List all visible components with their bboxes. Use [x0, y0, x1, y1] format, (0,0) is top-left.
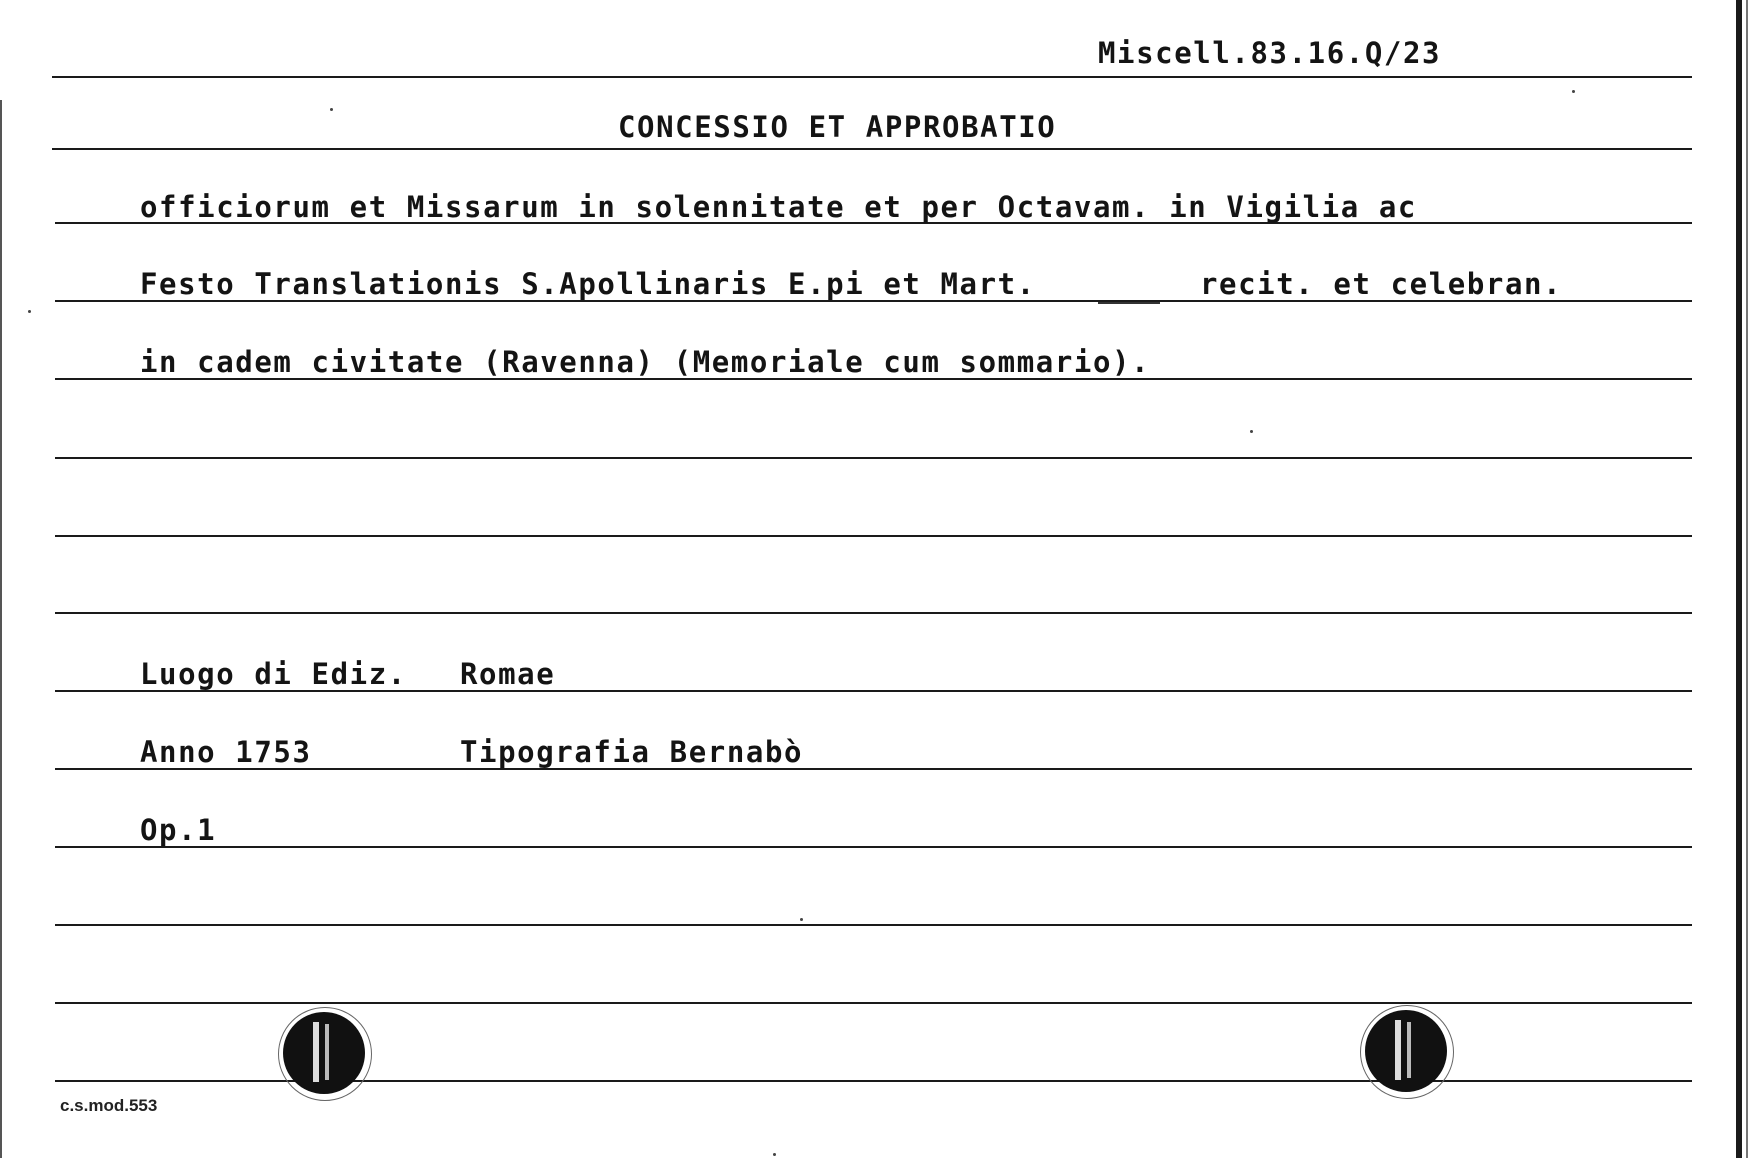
- speck: [28, 310, 31, 313]
- blank-underline: [1098, 302, 1160, 304]
- description-line-3: in cadem civitate (Ravenna) (Memoriale cum sommario).: [140, 345, 1151, 379]
- ruled-line: [55, 924, 1692, 926]
- printer-value: Tipografia Bernabò: [460, 735, 804, 769]
- ruled-line: [55, 1002, 1692, 1004]
- ruled-line: [55, 612, 1692, 614]
- punch-hole-left: [283, 1012, 365, 1094]
- description-line-2b: recit. et celebran.: [1200, 267, 1563, 301]
- card-title: CONCESSIO ET APPROBATIO: [618, 110, 1057, 144]
- ruled-line: [55, 846, 1692, 848]
- description-line-1: officiorum et Missarum in solennitate et per Octavam. in Vigilia ac: [140, 190, 1417, 224]
- opus-number: Op.1: [140, 813, 217, 847]
- place-label: Luogo di Ediz.: [140, 657, 407, 691]
- year-label: Anno 1753: [140, 735, 312, 769]
- speck: [1572, 90, 1575, 93]
- ruled-line: [55, 535, 1692, 537]
- speck: [1250, 430, 1253, 433]
- ruled-line: [55, 457, 1692, 459]
- card-right-edge-shadow: [1746, 0, 1748, 1158]
- speck: [773, 1153, 776, 1156]
- ruled-line: [52, 76, 1692, 78]
- form-code: c.s.mod.553: [60, 1096, 158, 1115]
- place-value: Romae: [460, 657, 556, 691]
- speck: [330, 108, 333, 111]
- card-right-edge: [1736, 0, 1742, 1158]
- ruled-line: [52, 148, 1692, 150]
- shelfmark: Miscell.83.16.Q/23: [1098, 36, 1442, 70]
- card-left-edge: [0, 100, 2, 1158]
- punch-hole-right: [1365, 1010, 1447, 1092]
- description-line-2: Festo Translationis S.Apollinaris E.pi et Mart.: [140, 267, 1036, 301]
- speck: [800, 918, 803, 921]
